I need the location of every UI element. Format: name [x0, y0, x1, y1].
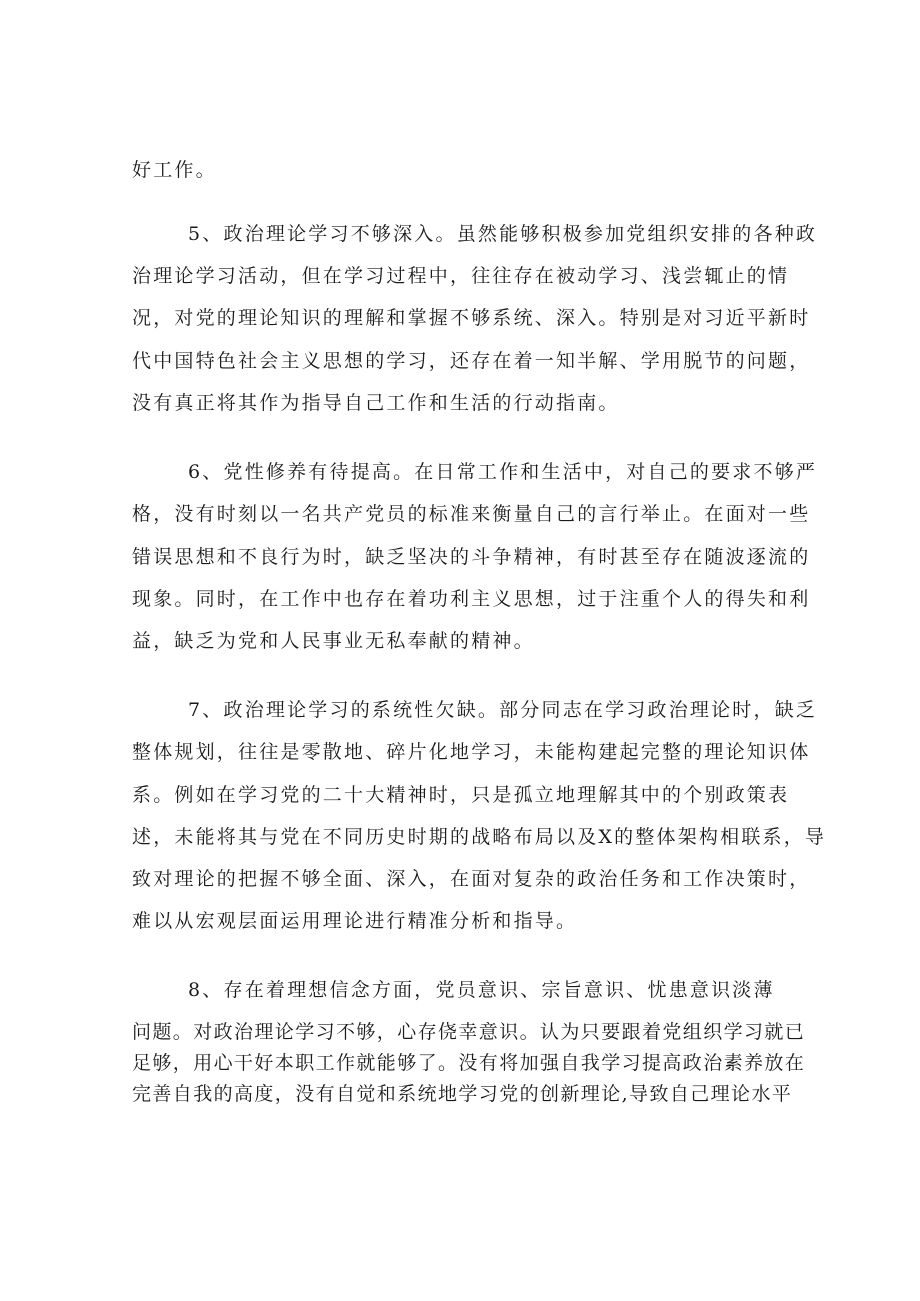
text-line: 代中国特色社会主义思想的学习，还存在着一知半解、学用脱节的问题，: [132, 350, 811, 372]
text-line: 足够，用心干好本职工作就能够了。没有将加强自我学习提高政治素养放在: [132, 1052, 806, 1074]
text-line: 没有真正将其作为指导自己工作和生活的行动指南。: [132, 392, 620, 414]
text-line: 难以从宏观层面运用理论进行精准分析和指导。: [132, 910, 578, 932]
text-line: 系。例如在学习党的二十大精神时，只是孤立地理解其中的个别政策表: [132, 784, 790, 806]
text-line: 6、党性修养有待提高。在日常工作和生活中，对自己的要求不够严: [188, 461, 818, 483]
text-line: 7、政治理论学习的系统性欠缺。部分同志在学习政治理论时，缺乏: [188, 699, 818, 721]
text-line: 整体规划，往往是零散地、碎片化地学习，未能构建起完整的理论知识体: [132, 741, 811, 763]
text-line: 8、存在着理想信念方面，党员意识、宗旨意识、忧患意识淡薄: [188, 979, 775, 1001]
text-line: 益，缺乏为党和人民事业无私奉献的精神。: [132, 630, 535, 652]
text-line: 况，对党的理论知识的理解和掌握不够系统、深入。特别是对习近平新时: [132, 307, 811, 329]
text-line: 完善自我的高度，没有自觉和系统地学习党的创新理论,导致自己理论水平: [132, 1083, 793, 1105]
text-line: 述，未能将其与党在不同历史时期的战略布局以及X的整体架构相联系，导: [132, 826, 827, 848]
text-line: 格，没有时刻以一名共产党员的标准来衡量自己的言行举止。在面对一些: [132, 503, 811, 525]
text-line: 致对理论的把握不够全面、深入，在面对复杂的政治任务和工作决策时，: [132, 868, 811, 890]
text-line: 错误思想和不良行为时，缺乏坚决的斗争精神，有时甚至存在随波逐流的: [132, 546, 811, 568]
text-line: 问题。对政治理论学习不够，心存侥幸意识。认为只要跟着党组织学习就已: [132, 1021, 806, 1043]
text-line: 现象。同时，在工作中也存在着功利主义思想，过于注重个人的得失和利: [132, 588, 811, 610]
text-line: 治理论学习活动，但在学习过程中，往往存在被动学习、浅尝辄止的情: [132, 265, 790, 287]
text-line: 5、政治理论学习不够深入。虽然能够积极参加党组织安排的各种政: [188, 223, 818, 245]
text-line: 好工作。: [132, 159, 217, 181]
